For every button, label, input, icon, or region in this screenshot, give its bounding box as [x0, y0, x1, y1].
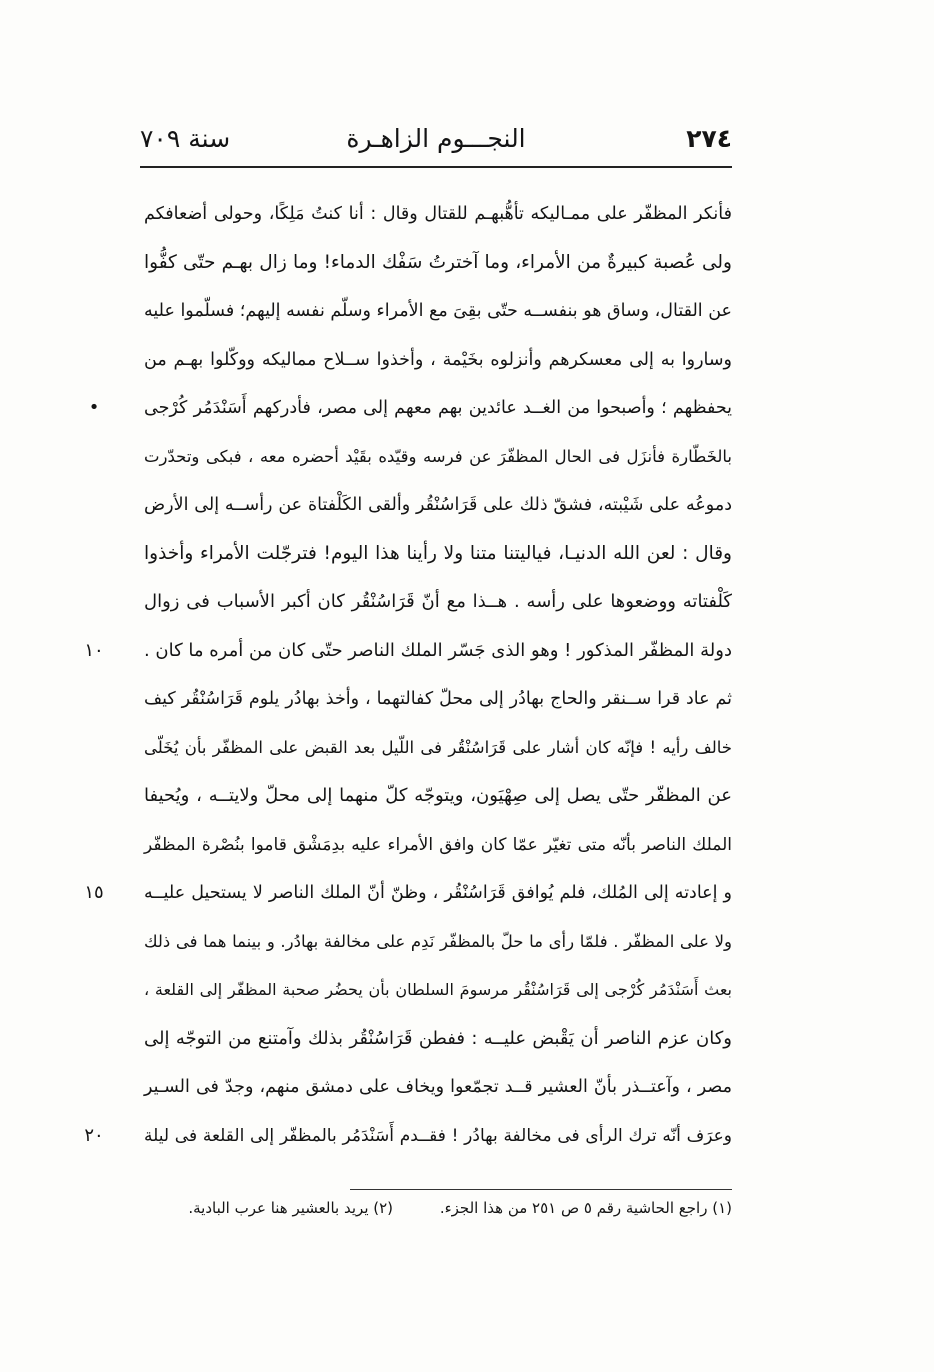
page-number: ٢٧٤: [686, 124, 732, 153]
text-line: [144, 1063, 732, 1112]
line-number: ٢٠: [84, 1124, 104, 1146]
line-text: فأنكر المظفّر على ممـاليكه تأهُّبهـم للقتال وقال : أنا كنتُ مَلِكًا، وحولى أضعافكم: [144, 204, 732, 224]
text-line: [144, 1015, 732, 1064]
line-text: عن القتال، وساق هو بنفســه حتّى بقِىَ مع الأمراء وسلّم نفسه إليهم؛ فسلّموا عليه: [143, 301, 732, 321]
text-line: [88, 384, 732, 433]
text-line: [144, 530, 732, 579]
text-line: [144, 772, 732, 821]
line-text: بعث أَسَنْدَمُر كُرْجى إلى قَرَاسُنْقُر مرسومَ السلطان بأن يحضُر صحبة المظفّر إلى القلعة ،: [144, 980, 732, 999]
line-text: ثم عاد قرا ســنقر والحاج بهادُر إلى محلّ كفالتهما ، وأخذ بهادُر يلوم قَرَاسُنْقُر كيف: [144, 689, 732, 709]
line-text: كَلْفتاته ووضعوها على رأسه . هــذا مع أنّ قَرَاسُنْقُر كان أكبر الأسباب فى زوال: [144, 591, 732, 612]
line-text: ولا على المظفّر . فلمّا رأى ما حلّ بالمظفّر نَدِم على مخالفة بهادُر. و بينما هما فى ذلك: [144, 931, 732, 951]
line-text: ولى عُصبة كبيرةٌ من الأمراء، وما آخترتُ سَفْك الدماء! وما زال بهـم حتّى كفُّوا: [144, 251, 732, 273]
text-line: [84, 1112, 732, 1161]
footnote-1: (١) راجع الحاشية رقم ٥ ص ٢٥١ من هذا الجزء.: [439, 1199, 732, 1217]
text-line: [144, 724, 732, 773]
line-text: بالخَطّارة فأنزَل فى الحال المظفّرَ عن فرسه وقيّده بقَيْد أحضره معه ، فبكى وتحدّرت: [144, 446, 732, 466]
header-year: سنة ٧٠٩: [140, 124, 231, 153]
text-line: [144, 433, 732, 482]
text-line: [144, 190, 732, 239]
line-text: يحفظهم ؛ وأصبحوا من الغــد عائدين بهم معهم إلى مصر، فأدركهم أَسَنْدَمُر كُرْجى: [144, 398, 732, 418]
page-header: [140, 118, 732, 164]
line-text: عن المظفّر حتّى يصل إلى صِهْيَون، ويتوجّه كلّ منهما إلى محلّ ولايتــه ، ويُحيفا: [144, 785, 732, 806]
line-text: الملك الناصر بأنّه متى تغيّر عمّا كان وافق الأمراء عليه بدِمَشْق قاموا بنُصْرة المظفّر: [144, 834, 732, 855]
line-text: وكان عزم الناصر أن يَقْبض عليــه : ففطن قَرَاسُنْقُر بذلك وآمتنع من التوجّه إلى: [144, 1027, 732, 1049]
text-line: [144, 966, 732, 1015]
text-line: [144, 675, 732, 724]
margin-bullet: •: [88, 397, 100, 418]
line-text: وعرَف أنّه ترك الرأى فى مخالفة بهادُر ! فقــدم أَسَنْدَمُر بالمظفّر إلى القلعة فى ليلة: [144, 1125, 732, 1146]
line-text: دموعُه على شَيْبته، فشقّ ذلك على قَرَاسُنْقُر وألقى الكَلْفتاة عن رأســه إلى الأرض: [144, 495, 732, 515]
line-text: و إعادته إلى المُلك، فلم يُوافق قَرَاسُنْقُر ، وظنّ أنّ الملك الناصر لا يستحيل عليــه: [144, 883, 732, 903]
text-line: [144, 239, 732, 288]
text-line: [144, 336, 732, 385]
line-text: وساروا به إلى معسكرهم وأنزلوه بخَيْمة ، وأخذوا ســلاح مماليكه ووكّلوا بهـم من: [144, 349, 732, 370]
text-line: [144, 918, 732, 967]
footnote-rule: [350, 1189, 732, 1190]
header-rule: [140, 166, 732, 168]
line-number: ١٠: [84, 639, 104, 661]
text-line: [144, 287, 732, 336]
line-text: مصر ، وآعتــذر بأنّ العشير قــد تجمّعوا ويخاف على دمشق منهم، وجدّ فى السـير: [144, 1077, 732, 1097]
text-line: [84, 627, 732, 676]
line-text: دولة المظفّر المذكور ! وهو الذى جَسّر الملك الناصر حتّى كان من أمره ما كان .: [143, 639, 732, 661]
body-text: [84, 190, 732, 1160]
footnote-2: (٢) يريد بالعشير هنا عرب البادية.: [188, 1199, 394, 1217]
text-line: [144, 821, 732, 870]
running-title: النجـــوم الزاهـرة: [346, 124, 526, 153]
line-number: ١٥: [84, 882, 104, 903]
text-line: [144, 578, 732, 627]
text-line: [144, 481, 732, 530]
text-line: [84, 869, 732, 918]
line-text: وقال : لعن الله الدنيـا، فياليتنا متنا ولا رأينا هذا اليوم! فترجّلت الأمراء وأخذوا: [144, 542, 732, 564]
footnotes: [140, 1192, 732, 1224]
line-text: خالف رأيه ! فإنّه كان أشار على قَرَاسُنْقُر فى اللّيل بعد القبض على المظفّر بأن يُخَلّى: [144, 737, 732, 757]
